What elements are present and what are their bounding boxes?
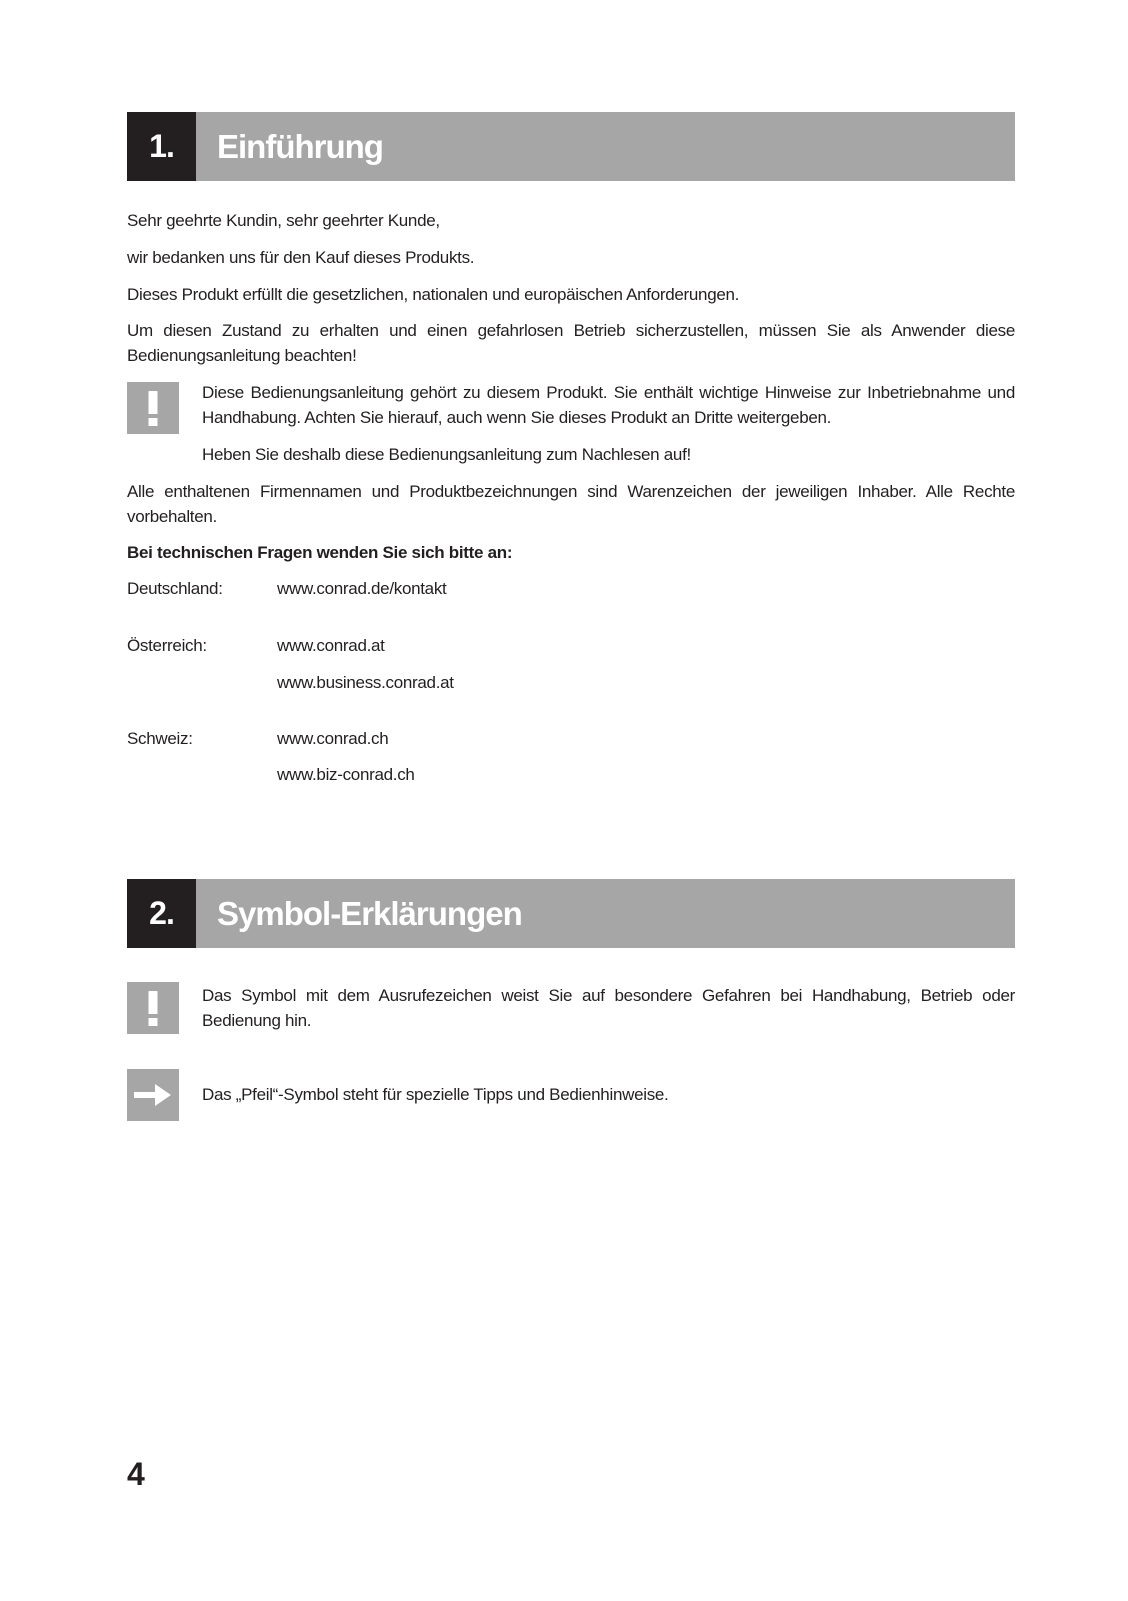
trademarks-paragraph: Alle enthaltenen Firmennamen und Produktbezeichnungen sind Warenzeichen der jeweiligen Inhaber. Alle Rechte vorbehalten.: [127, 482, 1015, 526]
contact-country-austria: Österreich:: [127, 636, 207, 655]
contact-country-switzerland: Schweiz:: [127, 729, 193, 748]
page-number: 4: [127, 1456, 144, 1492]
greeting: Sehr geehrte Kundin, sehr geehrter Kunde,: [127, 211, 440, 230]
contact-url-austria-1[interactable]: www.conrad.at: [277, 636, 385, 655]
section-2-number: 2.: [127, 879, 196, 948]
symbol-exclamation-text: Das Symbol mit dem Ausrufezeichen weist Sie auf besondere Gefahren bei Handhabung, Betrieb oder Bedienung hin.: [202, 986, 1015, 1030]
compliance-paragraph: Dieses Produkt erfüllt die gesetzlichen, nationalen und europäischen Anforderungen.: [127, 285, 740, 304]
contact-url-austria-2[interactable]: www.business.conrad.at: [277, 673, 454, 692]
section-1-title: Einführung: [217, 127, 383, 165]
symbol-arrow-text: Das „Pfeil“-Symbol steht für spezielle Tipps und Bedienhinweise.: [202, 1085, 669, 1104]
notice-text-1: Diese Bedienungsanleitung gehört zu diesem Produkt. Sie enthält wichtige Hinweise zur Inbetriebnahme und Handhabung. Achten Sie hierauf, auch wenn Sie dieses Produkt an Dritte weitergeben.: [202, 383, 1015, 427]
contact-heading: Bei technischen Fragen wenden Sie sich bitte an:: [127, 543, 513, 562]
arrow-right-icon: [127, 1069, 179, 1121]
exclamation-icon: [127, 982, 179, 1034]
exclamation-icon: [127, 382, 179, 434]
instruction-paragraph: Um diesen Zustand zu erhalten und einen gefahrlosen Betrieb sicherzustellen, müssen Sie als Anwender diese Bedienungsanleitung beachten!: [127, 321, 1015, 365]
section-2-header: [127, 879, 1015, 948]
contact-url-germany[interactable]: www.conrad.de/kontakt: [277, 579, 447, 598]
notice-text-2: Heben Sie deshalb diese Bedienungsanleitung zum Nachlesen auf!: [202, 445, 691, 464]
section-1-number: 1.: [127, 112, 196, 181]
section-2-title: Symbol-Erklärungen: [217, 894, 522, 932]
thanks-paragraph: wir bedanken uns für den Kauf dieses Produkts.: [127, 248, 475, 267]
contact-url-switzerland-1[interactable]: www.conrad.ch: [277, 729, 389, 748]
contact-country-germany: Deutschland:: [127, 579, 223, 598]
section-1-header: [127, 112, 1015, 181]
contact-url-switzerland-2[interactable]: www.biz-conrad.ch: [277, 765, 415, 784]
